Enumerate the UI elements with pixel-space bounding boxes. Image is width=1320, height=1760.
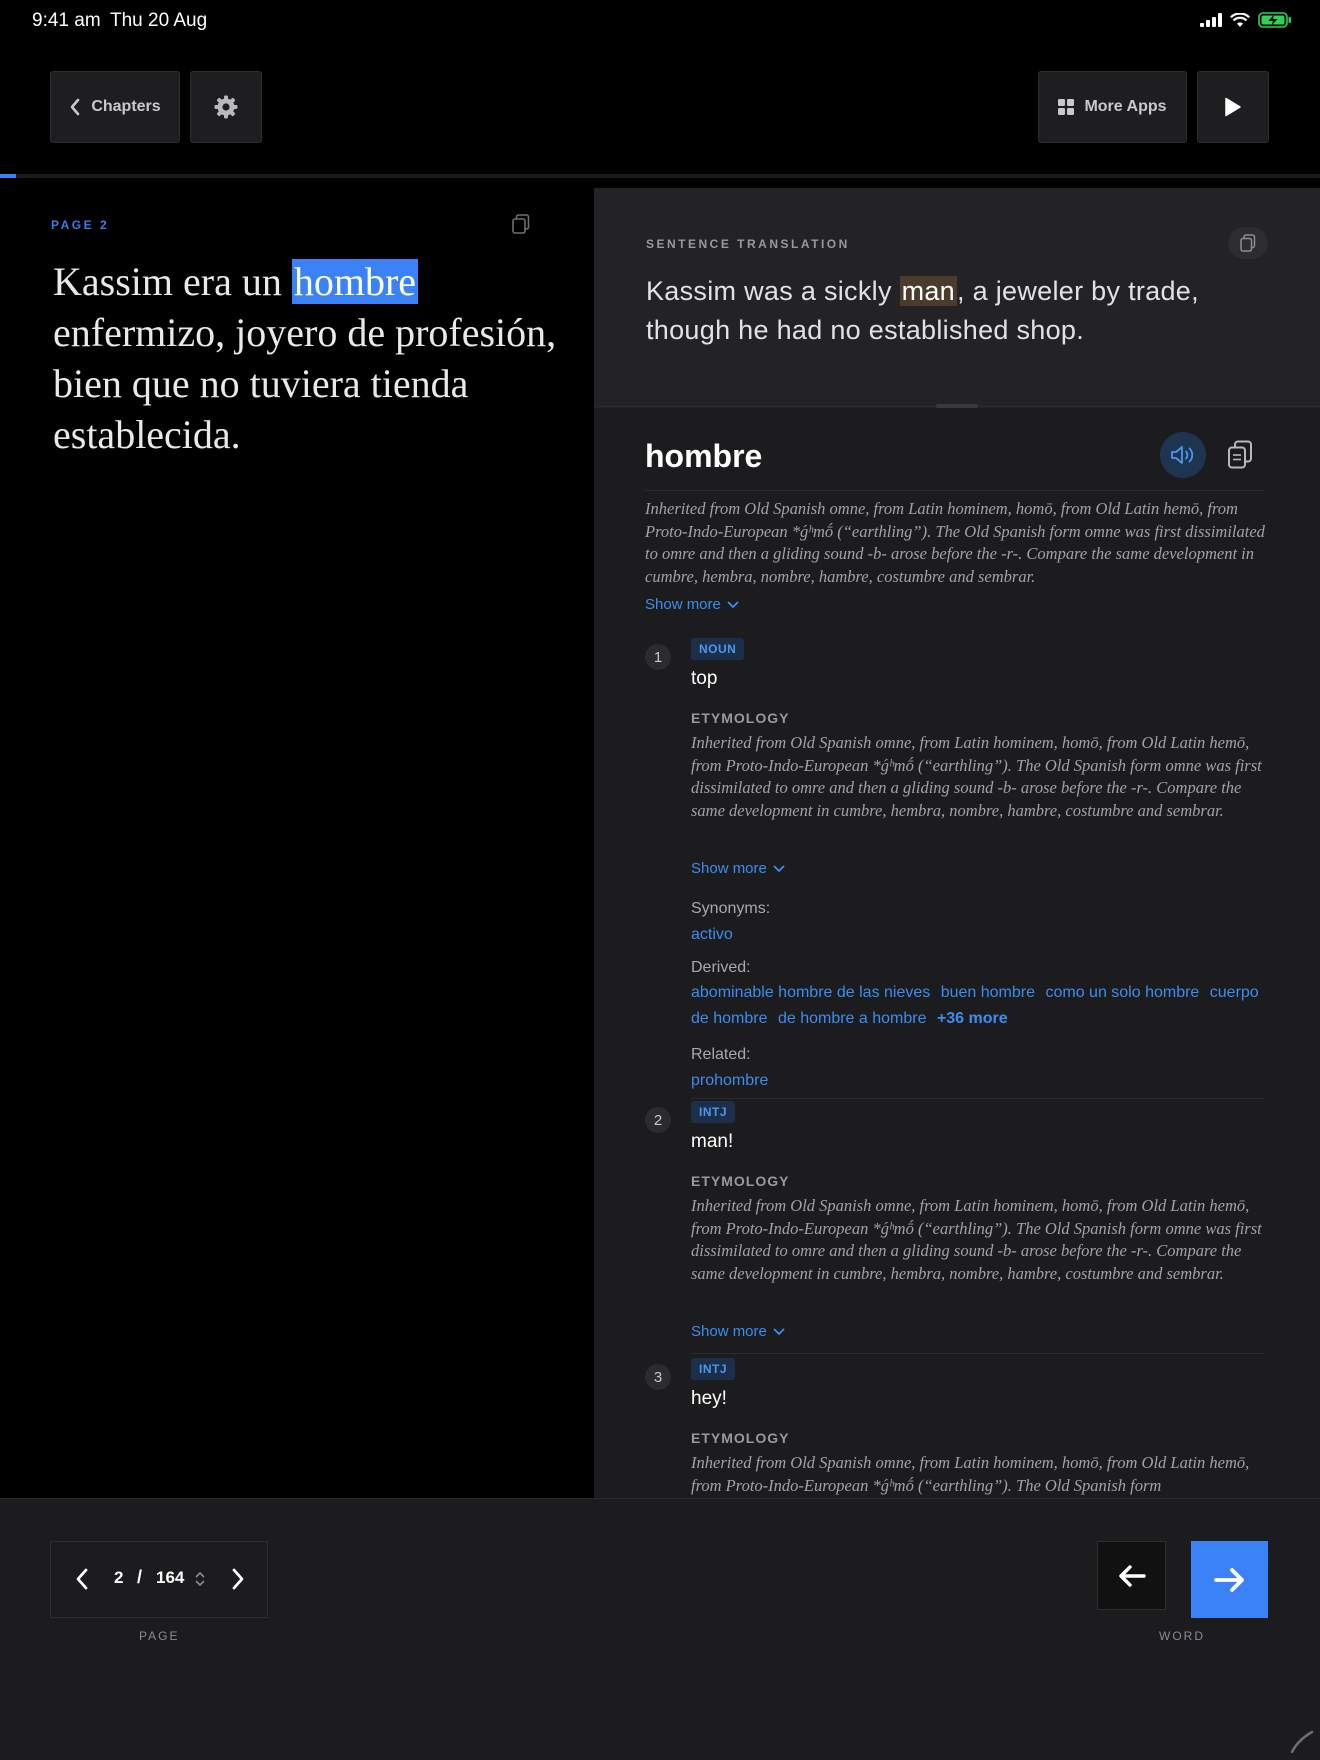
current-page[interactable]: 2: [114, 1568, 124, 1587]
show-more-main[interactable]: [645, 596, 739, 613]
chevron-left-icon: [69, 98, 81, 116]
pos-badge: INTJ: [691, 1358, 735, 1380]
show-more-label: Show more: [645, 596, 721, 613]
sense-gloss: top: [691, 668, 718, 689]
translation-label: SENTENCE TRANSLATION: [646, 237, 850, 251]
sense-etymology: Inherited from Old Spanish omne, from Latin hominem, homō, from Old Latin hemō, from Proto-Indo-European *ǵʰmṓ (“earthling”). The Old Spanish form: [691, 1453, 1250, 1495]
related-link[interactable]: prohombre: [691, 1072, 769, 1089]
page-navigator: [50, 1541, 268, 1618]
chapters-button[interactable]: [50, 71, 180, 143]
chevron-right-icon: [231, 1568, 245, 1590]
wifi-icon: [1230, 13, 1250, 28]
chapters-label: Chapters: [91, 98, 161, 115]
copy-icon: [1227, 440, 1253, 470]
reader-pane: [0, 188, 593, 1498]
chevron-down-icon: [773, 865, 785, 873]
sense-gloss: man!: [691, 1131, 734, 1152]
page-caption: PAGE: [139, 1629, 180, 1643]
show-more-label: Show more: [691, 860, 767, 877]
show-more-label: Show more: [691, 1323, 767, 1340]
etymology-label: ETYMOLOGY: [691, 1173, 790, 1189]
selected-word[interactable]: hombre: [293, 259, 417, 304]
derived-link[interactable]: cuerpo de hombre: [691, 984, 1259, 1027]
derived-list: [691, 980, 1265, 1032]
page-separator: /: [137, 1567, 143, 1587]
copy-definition-button[interactable]: [1225, 438, 1255, 472]
synonyms-list: [691, 922, 1265, 948]
copy-translation-button[interactable]: [1228, 227, 1268, 259]
sense-number: 1: [645, 644, 671, 670]
synonym-link[interactable]: activo: [691, 926, 733, 943]
related-label: Related:: [691, 1046, 751, 1063]
definition-pane: [594, 188, 1320, 1498]
previous-page-button[interactable]: [67, 1564, 97, 1594]
sense-number: 3: [645, 1364, 671, 1390]
derived-link[interactable]: buen hombre: [940, 984, 1036, 1001]
sense-divider: [691, 1098, 1265, 1099]
source-sentence: [53, 256, 563, 460]
signal-icon: [1200, 13, 1222, 27]
headword: hombre: [645, 438, 763, 474]
translation-highlight: man: [901, 276, 955, 306]
settings-button[interactable]: [190, 71, 262, 143]
copy-source-button[interactable]: [512, 214, 530, 239]
translation-text: [646, 272, 1266, 350]
total-pages: 164: [156, 1568, 185, 1587]
derived-more-link[interactable]: +36 more: [936, 1010, 1008, 1027]
related-list: [691, 1068, 1265, 1094]
next-word-button[interactable]: [1191, 1541, 1268, 1618]
show-more-sense-1[interactable]: [691, 860, 785, 877]
derived-label: Derived:: [691, 959, 751, 976]
speaker-icon: [1170, 444, 1196, 466]
translation-after: , a jeweler by trade, though he had no established shop.: [646, 276, 1199, 345]
headword-divider: [645, 490, 1265, 491]
word-caption: WORD: [1159, 1629, 1205, 1643]
synonyms-label: Synonyms:: [691, 900, 771, 917]
pos-badge: NOUN: [691, 638, 744, 660]
status-date: Thu 20 Aug: [110, 10, 208, 31]
chevron-down-icon: [727, 601, 739, 609]
more-apps-button[interactable]: [1038, 71, 1187, 143]
page-label: PAGE 2: [51, 218, 110, 232]
grid-icon: [1058, 99, 1074, 115]
chevron-left-icon: [75, 1568, 89, 1590]
etymology-label: ETYMOLOGY: [691, 710, 790, 726]
main-etymology: Inherited from Old Spanish omne, from Latin hominem, homō, from Old Latin hemō, from Proto-Indo-European *ǵʰmṓ (“earthling”). The Old Spanish form omne was first dissimilated to omre and then a gliding sound -b- arose before the -r-. Compare the same development in cumbre, hembra, nombre, hambre, costumbre and sembrar.: [645, 499, 1265, 586]
battery-charging-icon: [1258, 12, 1292, 28]
derived-link[interactable]: abominable hombre de las nieves: [691, 984, 931, 1001]
copy-icon: [1240, 234, 1256, 252]
source-text-before[interactable]: Kassim era un: [53, 259, 292, 304]
pencil-indicator-icon: [1288, 1728, 1314, 1754]
play-icon: [1224, 97, 1242, 117]
derived-link[interactable]: como un solo hombre: [1045, 984, 1200, 1001]
translation-before: Kassim was a sickly: [646, 276, 900, 306]
gear-icon: [214, 95, 238, 119]
resize-handle[interactable]: [936, 404, 978, 408]
status-icons: [1200, 12, 1292, 28]
status-time: 9:41 am: [32, 10, 101, 31]
next-page-button[interactable]: [223, 1564, 253, 1594]
sense-gloss: hey!: [691, 1388, 727, 1409]
play-button[interactable]: [1197, 71, 1269, 143]
reading-progress-fill: [0, 174, 16, 178]
show-more-sense-2[interactable]: [691, 1323, 785, 1340]
previous-word-button[interactable]: [1097, 1541, 1166, 1610]
arrow-left-icon: [1117, 1564, 1147, 1588]
sense-etymology: Inherited from Old Spanish omne, from Latin hominem, homō, from Old Latin hemō, from Proto-Indo-European *ǵʰmṓ (“earthling”). The Old Spanish form omne was first dissimilated to omre and then a gliding sound -b- arose before the -r-. Compare the same development in cumbre, hembra, nombre, hambre, costumbre and sembrar.: [691, 733, 1262, 820]
pronounce-button[interactable]: [1160, 432, 1206, 478]
reading-progress-bar: [0, 174, 1320, 178]
copy-icon: [512, 214, 530, 234]
chevron-down-icon: [773, 1328, 785, 1336]
page-stepper-icon[interactable]: [194, 1570, 206, 1588]
sense-divider: [691, 1353, 1265, 1354]
more-apps-label: More Apps: [1084, 98, 1167, 115]
status-bar: [0, 0, 1320, 44]
sense-number: 2: [645, 1107, 671, 1133]
pos-badge: INTJ: [691, 1101, 735, 1123]
derived-link[interactable]: de hombre a hombre: [777, 1010, 927, 1027]
translation-section: [594, 188, 1320, 408]
bottom-bar: [0, 1498, 1320, 1760]
source-text-after[interactable]: enfermizo, joyero de profesión, bien que no tuviera tienda establecida.: [53, 310, 557, 457]
etymology-label: ETYMOLOGY: [691, 1430, 790, 1446]
sense-etymology: Inherited from Old Spanish omne, from Latin hominem, homō, from Old Latin hemō, from Proto-Indo-European *ǵʰmṓ (“earthling”). The Old Spanish form omne was first dissimilated to omre and then a gliding sound -b- arose before the -r-. Compare the same development in cumbre, hembra, nombre, hambre, costumbre and sembrar.: [691, 1196, 1262, 1283]
arrow-right-icon: [1213, 1567, 1247, 1593]
